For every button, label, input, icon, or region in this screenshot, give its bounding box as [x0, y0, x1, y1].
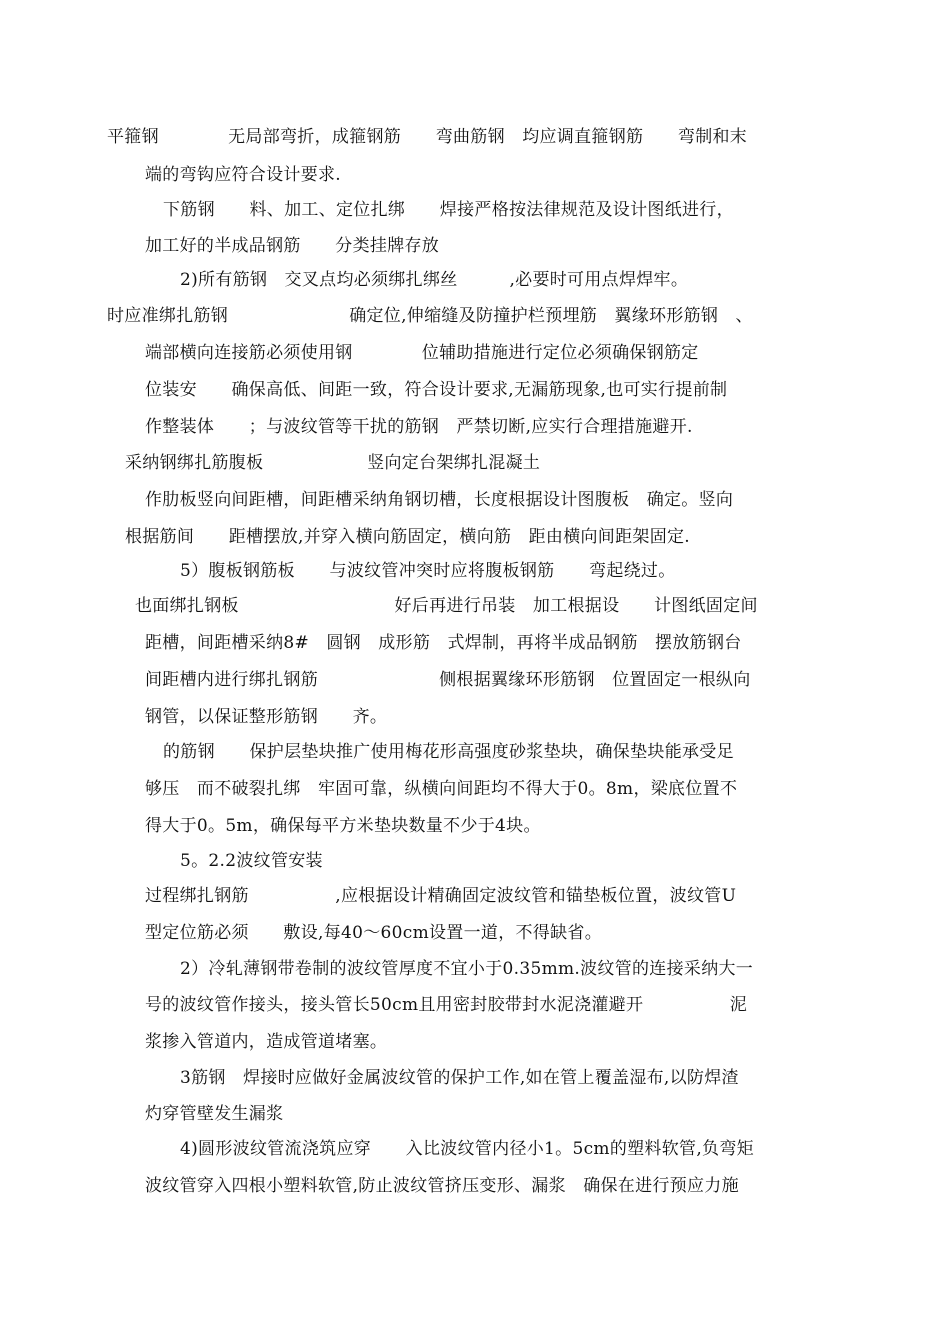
- text-line: 5）腹板钢筋板 与波纹管冲突时应将腹板钢筋 弯起绕过。: [180, 561, 676, 581]
- text-line: 灼穿管壁发生漏浆: [145, 1104, 284, 1124]
- text-line: 作整装体 ；与波纹管等干扰的筋钢 严禁切断,应实行合理措施避开.: [145, 417, 693, 437]
- text-line: 平箍钢 无局部弯折，成箍钢筋 弯曲筋钢 均应调直箍钢筋 弯制和末: [107, 127, 748, 147]
- text-line: 2）冷轧薄钢带卷制的波纹管厚度不宜小于0.35mm.波纹管的连接采纳大一: [180, 959, 754, 979]
- text-line: 2)所有筋钢 交叉点均必须绑扎绑丝 ,必要时可用点焊焊牢。: [180, 270, 689, 290]
- text-line: 型定位筋必须 敷设,每40～60cm设置一道，不得缺省。: [145, 923, 603, 943]
- text-line: 作肋板竖向间距槽，间距槽采纳角钢切槽，长度根据设计图腹板 确定。竖向: [145, 490, 734, 510]
- text-line: 端部横向连接筋必须使用钢 位辅助措施进行定位必须确保钢筋定: [145, 343, 699, 363]
- text-line: 采纳钢绑扎筋腹板 竖向定台架绑扎混凝土: [125, 453, 541, 473]
- text-line: 过程绑扎钢筋 ,应根据设计精确固定波纹管和锚垫板位置，波纹管U: [145, 886, 737, 906]
- text-line: 得大于0。5m，确保每平方米垫块数量不少于4块。: [145, 816, 541, 836]
- text-line: 够压 而不破裂扎绑 牢固可靠，纵横向间距均不得大于0。8m，梁底位置不: [145, 779, 738, 799]
- text-line: 下筋钢 料、加工、定位扎绑 焊接严格按法律规范及设计图纸进行，: [163, 200, 734, 220]
- text-line: 3筋钢 焊接时应做好金属波纹管的保护工作,如在管上覆盖湿布,以防焊渣: [180, 1068, 739, 1088]
- text-line: 根据筋间 距槽摆放,并穿入横向筋固定，横向筋 距由横向间距架固定.: [125, 527, 691, 547]
- text-line: 波纹管穿入四根小塑料软管,防止波纹管挤压变形、漏浆 确保在进行预应力施: [145, 1176, 739, 1196]
- text-line: 也面绑扎钢板 好后再进行吊装 加工根据设 计图纸固定间: [135, 596, 758, 616]
- text-line: 的筋钢 保护层垫块推广使用梅花形高强度砂浆垫块，确保垫块能承受足: [163, 742, 734, 762]
- text-line: 端的弯钩应符合设计要求.: [145, 165, 342, 185]
- text-line: 间距槽内进行绑扎钢筋 侧根据翼缘环形筋钢 位置固定一根纵向: [145, 670, 751, 690]
- text-line: 4)圆形波纹管流浇筑应穿 入比波纹管内径小1。5cm的塑料软管,负弯矩: [180, 1139, 754, 1159]
- text-line: 5。2.2波纹管安装: [180, 851, 323, 871]
- text-line: 钢管，以保证整形筋钢 齐。: [145, 707, 388, 727]
- text-line: 距槽，间距槽采纳8# 圆钢 成形筋 式焊制，再将半成品钢筋 摆放筋钢台: [145, 633, 742, 653]
- text-line: 号的波纹管作接头，接头管长50cm且用密封胶带封水泥浇灌避开 泥: [145, 995, 748, 1015]
- text-line: 时应准绑扎筋钢 确定位,伸缩缝及防撞护栏预埋筋 翼缘环形筋钢 、: [107, 306, 753, 326]
- text-line: 位装安 确保高低、间距一致，符合设计要求,无漏筋现象,也可实行提前制: [145, 380, 728, 400]
- text-line: 浆掺入管道内，造成管道堵塞。: [145, 1032, 388, 1052]
- text-line: 加工好的半成品钢筋 分类挂牌存放: [145, 236, 440, 256]
